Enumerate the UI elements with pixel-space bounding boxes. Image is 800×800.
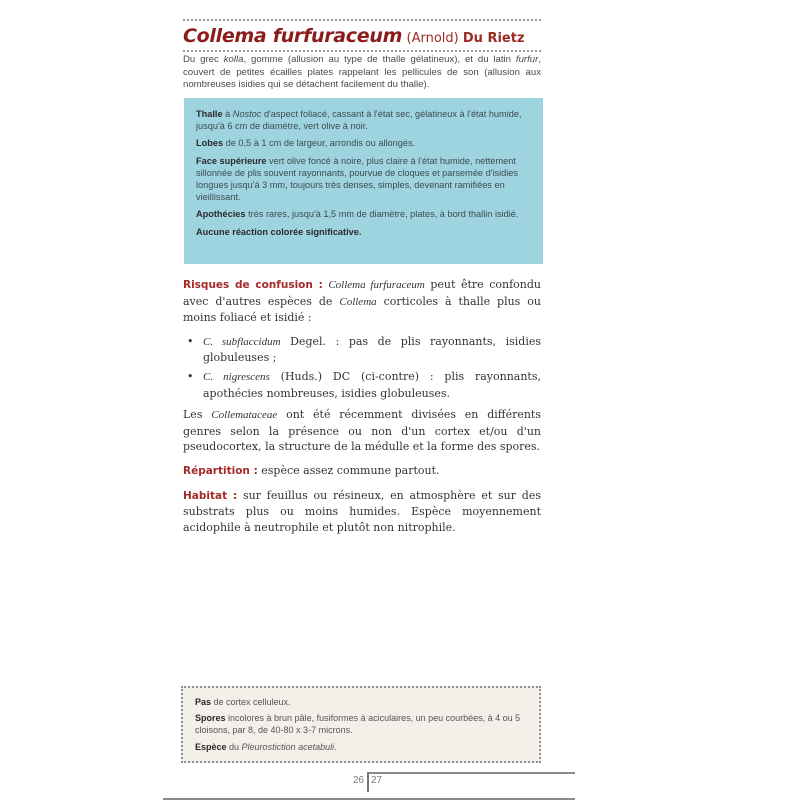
microscopy-box xyxy=(181,686,541,763)
desc-label: Aucune réaction colorée significative. xyxy=(196,226,362,237)
repartition-paragraph xyxy=(183,463,541,480)
bullet-icon: • xyxy=(187,369,194,383)
species-ref: Collema furfuraceum xyxy=(328,279,425,291)
desc-label: Face supérieure xyxy=(196,155,267,166)
desc-lobes xyxy=(196,137,531,149)
desc-italic: Nostoc xyxy=(232,109,262,119)
bullet-icon: • xyxy=(187,334,194,348)
page-gutter xyxy=(367,772,369,792)
micro-text: . xyxy=(334,741,337,752)
desc-text: vert olive foncé à noire, plus claire à l'état humide, nettement sillonnée de plis souvent rayonnants, pourvue de cloques et parsemée d'isidies longues jusqu'à 3 mm, toujours très denses, simples, devenant ramifiées en vieillissant. xyxy=(196,155,518,203)
habitat-text: sur feuillus ou résineux, en atmosphère et sur des substrats plus ou moins humides. Espèce moyennement acidophile à neutrophile et plutôt non nitrophile. xyxy=(183,488,541,534)
species-title xyxy=(183,25,543,47)
para-text: ont été récemment divisées en différents genres selon la présence ou non d'un cortex et/ou d'un pseudocortex, la structure de la médulle et la forme des spores. xyxy=(183,408,541,454)
confusion-text: corticoles à thalle plus ou moins foliacé et isidié : xyxy=(183,294,541,325)
desc-text: de 0,5 à 1 cm de largeur, arrondis ou allongés. xyxy=(223,138,416,149)
desc-thalle xyxy=(196,108,531,132)
top-dotted-rule xyxy=(183,19,541,21)
etym-text: Du grec xyxy=(183,54,224,65)
desc-reaction xyxy=(196,226,531,238)
main-text xyxy=(183,277,541,543)
confusion-list xyxy=(183,334,541,401)
desc-label: Lobes xyxy=(196,138,224,149)
micro-cortex xyxy=(195,696,527,708)
repartition-label: Répartition : xyxy=(183,464,258,477)
etym-word: furfur xyxy=(515,54,539,65)
etym-text: , couvert de petites écailles plates rappelant les pellicules de son (allusion aux nombreuses isidies qui se détachent facilement du thalle). xyxy=(183,54,541,91)
micro-label: Espèce xyxy=(195,741,227,752)
confusion-paragraph xyxy=(183,277,541,326)
description-box xyxy=(184,98,543,264)
desc-text: très rares, jusqu'à 1,5 mm de diamètre, plates, à bord thallin isidié. xyxy=(245,209,519,220)
etymology-paragraph xyxy=(183,54,541,92)
micro-label: Spores xyxy=(195,713,226,724)
desc-label: Apothécies xyxy=(196,209,246,220)
page-number-left: 26 xyxy=(353,775,365,786)
genus-ref: Collema xyxy=(339,295,377,308)
species-ref: C. subflaccidum xyxy=(203,335,281,348)
collemataceae-paragraph xyxy=(183,407,541,455)
micro-text: de cortex celluleux. xyxy=(211,697,291,707)
author-name: Du Rietz xyxy=(462,31,525,46)
micro-text: du xyxy=(226,741,242,752)
micro-spores xyxy=(195,712,527,736)
list-item-text: Degel. : pas de plis rayonnants, isidies globuleuses ; xyxy=(203,334,541,365)
desc-face-superieure xyxy=(196,155,531,204)
species-ref: C. nigrescens xyxy=(203,370,270,383)
species-name: Collema furfuraceum xyxy=(183,25,403,47)
habitat-paragraph xyxy=(183,488,541,536)
title-dotted-rule xyxy=(183,50,541,52)
desc-apothecies xyxy=(196,208,531,220)
habitat-label: Habitat : xyxy=(183,489,238,502)
family-ref: Collemataceae xyxy=(211,409,278,422)
confusion-text: peut être confondu avec d'autres espèces de xyxy=(183,278,541,308)
micro-espece xyxy=(195,741,527,753)
repartition-text: espèce assez commune partout. xyxy=(257,463,440,477)
micro-label: Pas xyxy=(195,697,212,707)
page-number-right: 27 xyxy=(371,775,383,786)
list-item xyxy=(187,369,541,401)
para-text: Les xyxy=(183,408,212,422)
list-item-text: (Huds.) DC (ci-contre) : plis rayonnants, apothécies nombreuses, isidies globuleuses. xyxy=(203,369,541,400)
list-item xyxy=(187,334,541,366)
page-divider-top xyxy=(367,772,575,774)
etym-word: kolla xyxy=(223,54,244,65)
micro-text: incolores à brun pâle, fusiformes à aciculaires, un peu courbées, à 4 ou 5 cloisons, par 8, de 40-80 x 3-7 microns. xyxy=(195,713,521,736)
desc-label: Thalle xyxy=(196,109,223,119)
desc-text: d'aspect foliacé, cassant à l'état sec, gélatineux à l'état humide, jusqu'à 6 cm de diamètre, vert olive à noir. xyxy=(196,109,522,132)
author-paren: (Arnold) xyxy=(406,31,459,46)
micro-italic: Pleurostiction acetabuli xyxy=(241,741,335,752)
author-citation xyxy=(407,31,525,46)
confusion-label: Risques de confusion : xyxy=(183,279,323,291)
etym-text: , gomme (allusion au type de thalle gélatineux), et du latin xyxy=(243,54,516,65)
desc-text: à xyxy=(222,109,233,119)
